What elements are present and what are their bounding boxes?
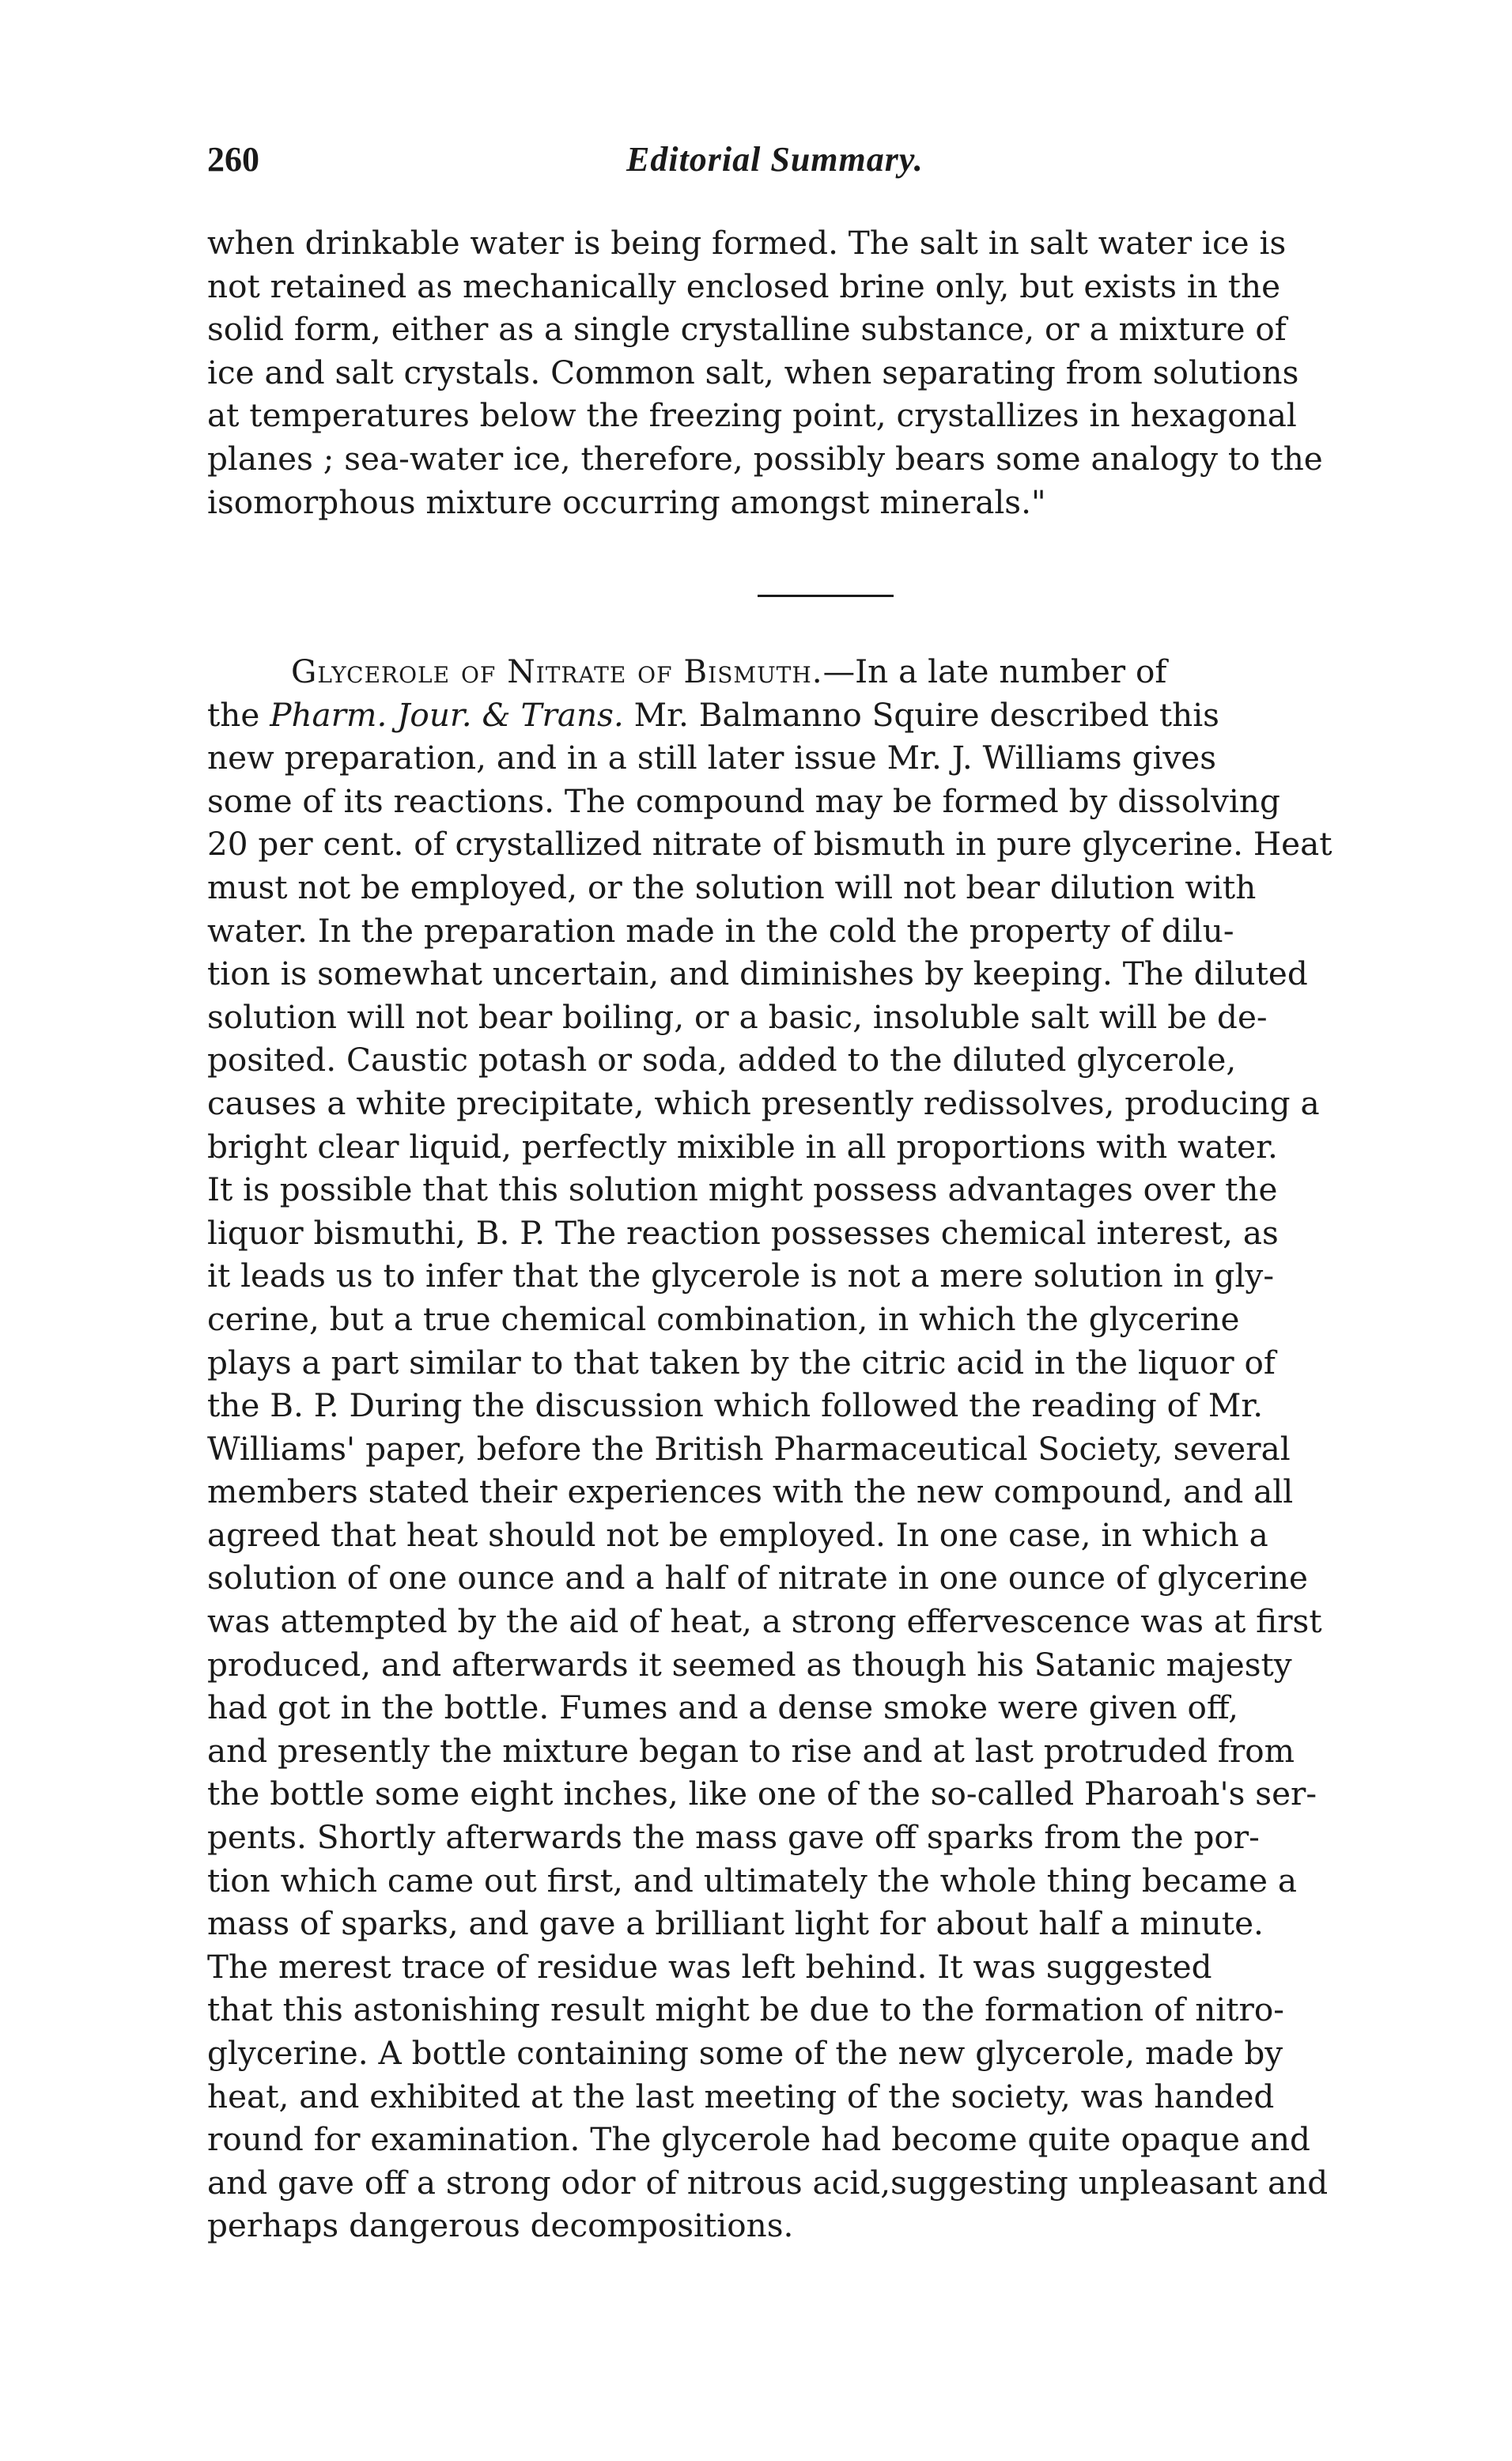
text-line: when drinkable water is being formed. The salt in salt water ice is xyxy=(207,224,1287,262)
line-fragment: Mr. Balmanno Squire described this xyxy=(623,695,1219,734)
section-divider xyxy=(758,595,894,597)
text-line: cerine, but a true chemical combination, in which the glycerine xyxy=(207,1299,1240,1338)
text-line: tion which came out first, and ultimately the whole thing became a xyxy=(207,1861,1298,1900)
text-line: solid form, either as a single crystalline substance, or a mixture of xyxy=(207,310,1287,349)
text-line: glycerine. A bottle containing some of the new glycerole, made by xyxy=(207,2034,1283,2072)
text-line: some of its reactions. The compound may be formed by dissolving xyxy=(207,781,1280,820)
text-line: solution will not bear boiling, or a basic, insoluble salt will be de- xyxy=(207,997,1268,1036)
text-line: at temperatures below the freezing point, crystallizes in hexagonal xyxy=(207,396,1297,435)
text-line: plays a part similar to that taken by the citric acid in the liquor of xyxy=(207,1343,1276,1382)
text-line: heat, and exhibited at the last meeting of the society, was handed xyxy=(207,2077,1275,2115)
article-glycerole-bismuth xyxy=(207,650,1457,2247)
text-line: agreed that heat should not be employed. In one case, in which a xyxy=(207,1515,1268,1554)
text-line: perhaps dangerous decompositions. xyxy=(207,2206,794,2245)
line-fragment: the xyxy=(207,695,270,734)
heading-continuation: —In a late number of xyxy=(822,652,1167,690)
article-body-lines xyxy=(207,736,1457,2247)
text-line: planes ; sea-water ice, therefore, possibly bears some analogy to the xyxy=(207,439,1323,478)
paragraph-salt-water-ice xyxy=(207,221,1457,524)
journal-title: Pharm. Jour. & Trans. xyxy=(270,695,624,734)
text-line: that this astonishing result might be due to the formation of nitro- xyxy=(207,1990,1284,2029)
text-line xyxy=(207,694,1457,737)
text-line: mass of sparks, and gave a brilliant light for about half a minute. xyxy=(207,1904,1264,1943)
running-head xyxy=(207,139,1472,187)
text-line: It is possible that this solution might possess advantages over the xyxy=(207,1170,1278,1209)
text-line: water. In the preparation made in the cold the property of dilu- xyxy=(207,911,1234,950)
text-line: posited. Caustic potash or soda, added to the diluted glycerole, xyxy=(207,1041,1237,1079)
text-line: it leads us to infer that the glycerole is not a mere solution in gly- xyxy=(207,1257,1274,1295)
section-heading: Glycerole of Nitrate of Bismuth. xyxy=(291,652,823,690)
text-line: must not be employed, or the solution will not bear dilution with xyxy=(207,868,1257,906)
text-line: had got in the bottle. Fumes and a dense smoke were given off, xyxy=(207,1688,1239,1727)
text-line: was attempted by the aid of heat, a strong effervescence was at first xyxy=(207,1602,1322,1641)
text-line: causes a white precipitate, which presently redissolves, producing a xyxy=(207,1083,1320,1122)
text-line: new preparation, and in a still later issue Mr. J. Williams gives xyxy=(207,739,1217,777)
page-number: 260 xyxy=(207,140,259,179)
text-line: not retained as mechanically enclosed brine only, but exists in the xyxy=(207,267,1281,305)
text-line: and presently the mixture began to rise and at last protruded from xyxy=(207,1731,1295,1770)
text-line: and gave off a strong odor of nitrous acid,suggesting unpleasant and xyxy=(207,2163,1329,2202)
text-line: produced, and afterwards it seemed as though his Satanic majesty xyxy=(207,1645,1292,1684)
text-line: solution of one ounce and a half of nitrate in one ounce of glycerine xyxy=(207,1559,1308,1597)
text-line: the bottle some eight inches, like one of the so-called Pharoah's ser- xyxy=(207,1775,1317,1813)
text-line: pents. Shortly afterwards the mass gave off sparks from the por- xyxy=(207,1818,1260,1857)
text-line: 20 per cent. of crystallized nitrate of bismuth in pure glycerine. Heat xyxy=(207,825,1332,864)
text-line: round for examination. The glycerole had become quite opaque and xyxy=(207,2120,1310,2159)
running-title: Editorial Summary. xyxy=(626,140,924,179)
text-line: ice and salt crystals. Common salt, when separating from solutions xyxy=(207,353,1299,391)
text-line: tion is somewhat uncertain, and diminishes by keeping. The diluted xyxy=(207,955,1308,993)
text-line: isomorphous mixture occurring amongst minerals." xyxy=(207,482,1046,521)
text-line: The merest trace of residue was left behind. It was suggested xyxy=(207,1947,1212,1986)
text-line: liquor bismuthi, B. P. The reaction possesses chemical interest, as xyxy=(207,1213,1279,1252)
text-line xyxy=(207,650,1457,694)
text-line: bright clear liquid, perfectly mixible in all proportions with water. xyxy=(207,1127,1278,1166)
text-line: the B. P. During the discussion which followed the reading of Mr. xyxy=(207,1386,1264,1425)
text-line: Williams' paper, before the British Pharmaceutical Society, several xyxy=(207,1429,1291,1468)
text-line: members stated their experiences with the new compound, and all xyxy=(207,1472,1294,1511)
